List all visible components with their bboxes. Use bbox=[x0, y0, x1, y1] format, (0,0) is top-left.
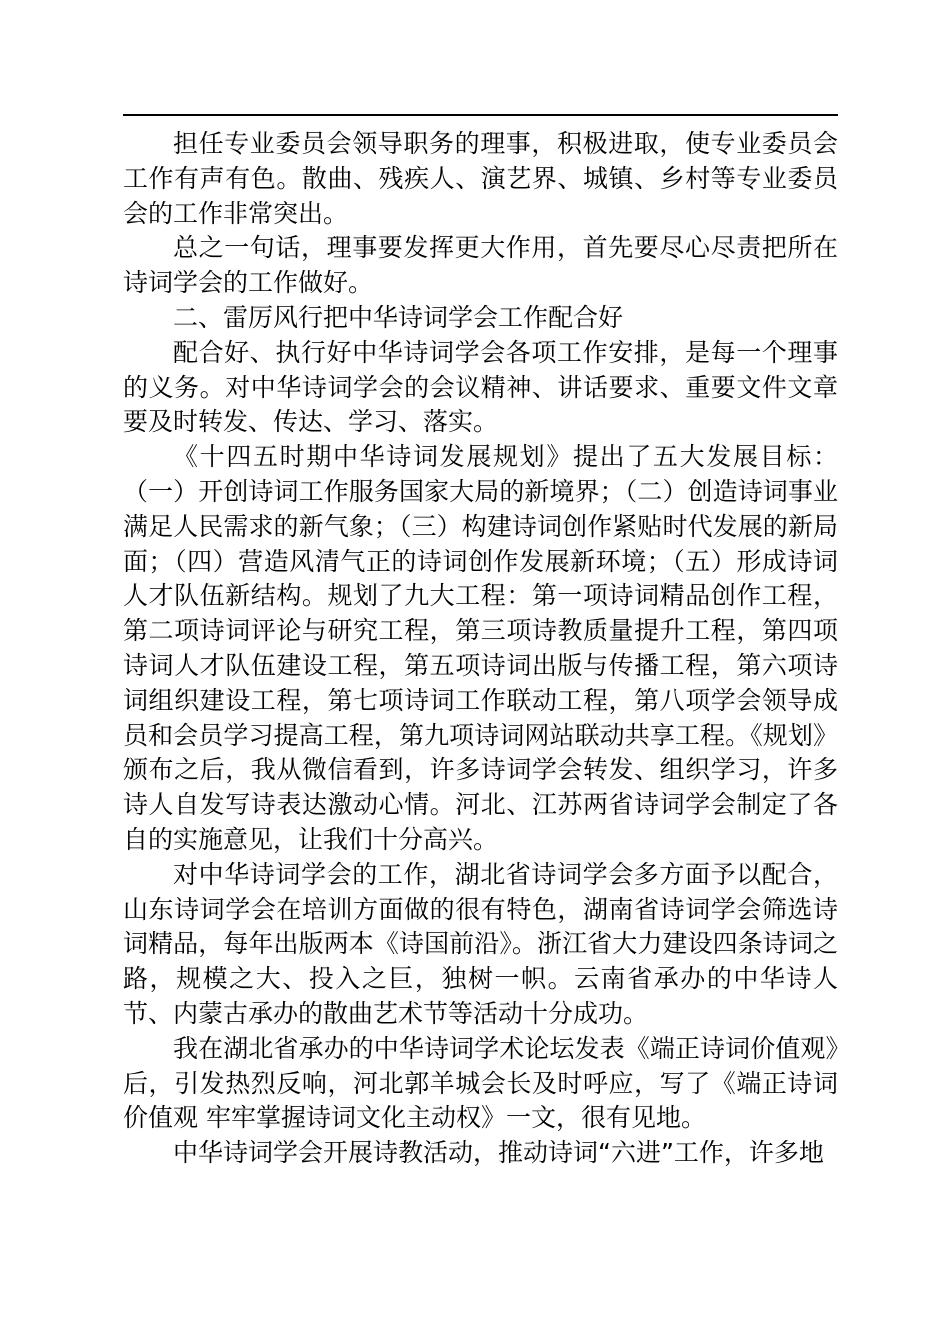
paragraph: 总之一句话，理事要发挥更大作用，首先要尽心尽责把所在诗词学会的工作做好。 bbox=[123, 233, 838, 298]
section-heading: 二、雷厉风行把中华诗词学会工作配合好 bbox=[173, 302, 624, 332]
paragraph: 担任专业委员会领导职务的理事，积极进取，使专业委员会工作有声有色。散曲、残疾人、演艺界、城镇、乡村等专业委员会的工作非常突出。 bbox=[123, 129, 838, 228]
body-text bbox=[123, 127, 838, 1171]
header-rule bbox=[123, 114, 838, 116]
paragraph: 《十四五时期中华诗词发展规划》提出了五大发展目标：（一）开创诗词工作服务国家大局的新境界；（二）创造诗词事业满足人民需求的新气象；（三）构建诗词创作紧贴时代发展的新局面；（四）营造风清气正的诗词创作发展新环境；（五）形成诗词人才队伍新结构。规划了九大工程：第一项诗词精品创作工程，第二项诗词评论与研究工程，第三项诗教质量提升工程，第四项诗词人才队伍建设工程，第五项诗词出版与传播工程，第六项诗词组织建设工程，第七项诗词工作联动工程，第八项学会领导成员和会员学习提高工程，第九项诗词网站联动共享工程。《规划》颁布之后，我从微信看到，许多诗词学会转发、组织学习，许多诗人自发写诗表达激动心情。河北、江苏两省诗词学会制定了各自的实施意见，让我们十分高兴。 bbox=[123, 442, 838, 854]
paragraph: 配合好、执行好中华诗词学会各项工作安排，是每一个理事的义务。对中华诗词学会的会议精神、讲话要求、重要文件文章要及时转发、传达、学习、落实。 bbox=[123, 337, 838, 437]
paragraph: 中华诗词学会开展诗教活动，推动诗词“六进”工作，许多地 bbox=[173, 1138, 824, 1168]
paragraph: 对中华诗词学会的工作，湖北省诗词学会多方面予以配合，山东诗词学会在培训方面做的很有特色，湖南省诗词学会筛选诗词精品，每年出版两本《诗国前沿》。浙江省大力建设四条诗词之路，规模之大、投入之巨，独树一帜。云南省承办的中华诗人节、内蒙古承办的散曲艺术节等活动十分成功。 bbox=[123, 859, 838, 1028]
paragraph: 我在湖北省承办的中华诗词学术论坛发表《端正诗词价值观》后，引发热烈反响，河北郭羊城会长及时呼应，写了《端正诗词价值观 牢牢掌握诗词文化主动权》一文，很有见地。 bbox=[123, 1033, 838, 1133]
